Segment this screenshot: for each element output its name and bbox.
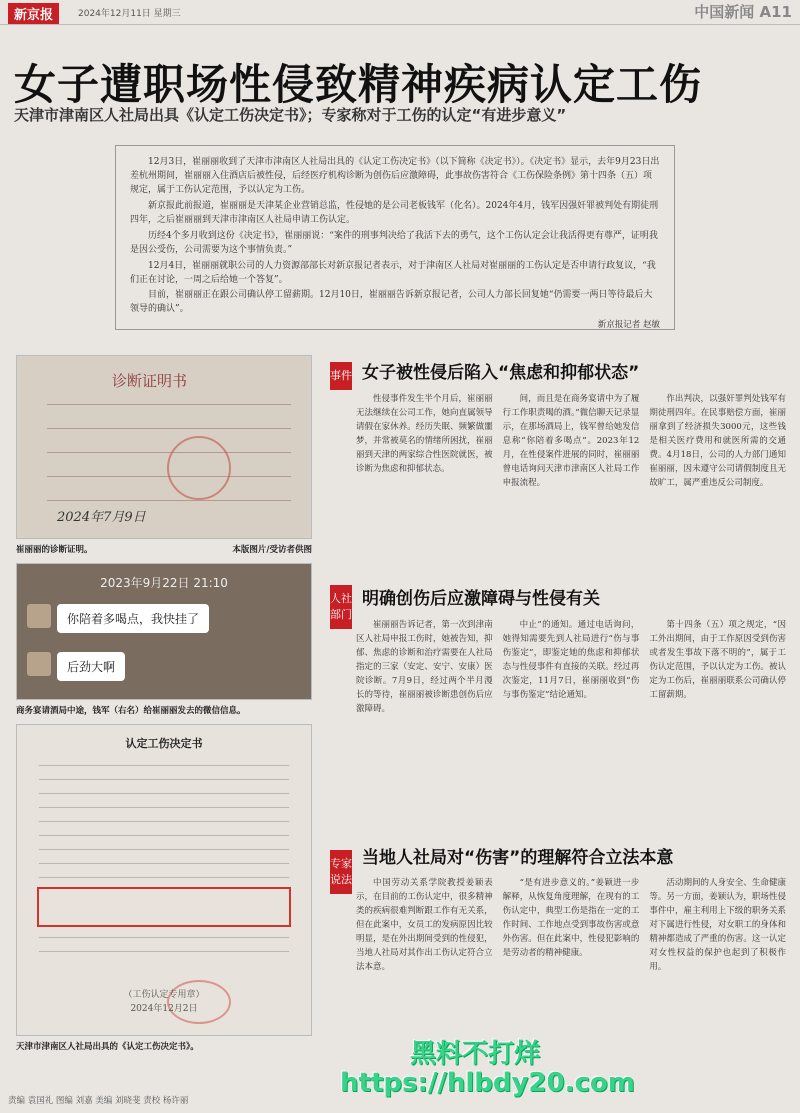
text-line <box>39 937 289 938</box>
article-column: 作出判决，以强奸罪判处钱军有期徒刑四年。在民事赔偿方面，崔丽丽拿到了经济损失3000元，这些钱是相关医疗费用和就医所需的交通费。4月18日，公司的人力部门通知崔丽丽，因未遵守公司请假制度且无故旷工，属严重违反公司制度。 <box>649 394 787 489</box>
lead-paragraph: 12月4日，崔丽丽就职公司的人力资源部部长对新京报记者表示，对于津南区人社局对崔丽丽的工伤认定是否申请行政复议，“我们正在讨论，一周之后给她一个答复”。 <box>130 260 656 285</box>
seal-text: （工伤认定专用章） <box>123 990 205 1000</box>
highlight-box <box>37 887 291 927</box>
decision-caption-row <box>16 1040 312 1052</box>
chat-timestamp: 2023年9月22日 21:10 <box>100 576 228 590</box>
masthead <box>0 0 800 25</box>
article-column: “是有进步意义的。”姜颖进一步解释，从恢复角度理解，在现有的工伤认定中，典型工伤是指在一定的工作时间、工作地点受到事故伤害或意外伤害。但在此案中，性侵犯影响的是劳动者的精神健康。 <box>502 878 640 959</box>
text-line <box>39 835 289 836</box>
form-line <box>47 500 291 501</box>
photo-caption: 商务宴请酒局中途，钱军（右名）给崔丽丽发去的微信信息。 <box>16 706 246 716</box>
chat-bubble: 后劲大啊 <box>57 652 125 681</box>
lead-paragraph: 历经4个多月收到这份《决定书》，崔丽丽说：“案件的刑事判决给了我活下去的勇气，这个工伤认定会让我活得更有尊严，证明我是因公受伤，公司需要为这个事情负责。” <box>130 230 658 255</box>
section-tag: 事件 <box>330 362 352 390</box>
watermark-line: 黑料不打烊 <box>410 1039 541 1069</box>
section-heading: 当地人社局对“伤害”的理解符合立法本意 <box>362 848 674 868</box>
chat-caption-row <box>16 704 312 716</box>
text-line <box>39 793 289 794</box>
chat-bubble: 你陪着多喝点，我快挂了 <box>57 604 209 633</box>
text-line <box>39 863 289 864</box>
diagnosis-title: 诊断证明书 <box>112 372 188 390</box>
form-line <box>47 452 291 453</box>
lead-paragraph: 12月3日，崔丽丽收到了天津市津南区人社局出具的《认定工伤决定书》（以下简称《决定书》）。《决定书》显示，去年9月23日出差杭州期间，崔丽丽入住酒店后被性侵，后经医疗机构诊断为创伤后应激障碍，此事故伤害符合《工伤保险条例》第十四条（五）项规定，属于工伤认定范围，予以认定为工伤。 <box>130 157 660 195</box>
text-line <box>39 877 289 878</box>
photo-column <box>16 355 312 1060</box>
article-column: 活动期间的人身安全、生命健康等。另一方面，姜颖认为，职场性侵事件中，雇主利用上下级的职务关系对下属进行性侵，对女职工的身体和精神都造成了严重的伤害。这一认定对女性权益的保护也起到了积极作用。 <box>649 878 787 973</box>
article-column: 中止”的通知。通过电话询问，她得知需要先到人社局进行“伤与事伤鉴定”，即鉴定她的焦虑和抑郁状态与性侵事件有直接的关联。经过再次鉴定，11月7日，崔丽丽收到“伤与事伤鉴定”结论通知。 <box>502 620 640 701</box>
watermark-url: https://hlbdy20.com <box>340 1067 635 1098</box>
lead-paragraph: 目前，崔丽丽正在跟公司确认停工留薪期。12月10日，崔丽丽告诉新京报记者，公司人力部长回复她“仍需要一两日等待最后大领导的确认”。 <box>130 290 653 315</box>
article-column: 间，而且是在商务宴请中为了履行工作职责喝的酒。”微信聊天记录显示，在那场酒局上，钱军曾给她发信息称“你陪着多喝点”。2023年12月，在性侵案件进展的同时，崔丽丽曾电话询问天津市津南区人社局工作申报流程。 <box>502 394 640 489</box>
form-line <box>47 404 291 405</box>
article-column: 中国劳动关系学院教授姜颖表示，在目前的工伤认定中，很多精神类的疾病很难判断跟工作有无关系，但在此案中，女员工的发病原因比较明显，是在外出期间受到的性侵犯，当地人社局对其作出工伤认定符合立法本意。 <box>356 878 493 973</box>
avatar <box>27 604 51 628</box>
wechat-screenshot <box>16 563 312 700</box>
text-line <box>39 779 289 780</box>
decision-document-photo <box>16 724 312 1036</box>
diagnosis-caption-row <box>16 543 312 555</box>
text-line <box>39 951 289 952</box>
newspaper-logo: 新京报 <box>8 3 59 24</box>
article-column: 第十四条（五）项之规定，“因工外出期间，由于工作原因受到伤害或者发生事故下落不明的”，属于工伤认定范围，予以认定为工伤。被认定为工伤后，崔丽丽联系公司确认停工留薪期。 <box>649 620 787 701</box>
watermark <box>340 1040 635 1097</box>
lead-paragraph: 新京报此前报道，崔丽丽是天津某企业营销总监，性侵她的是公司老板钱军（化名）。2024年4月，钱军因强奸罪被判处有期徒刑四年，之后崔丽丽到天津市津南区人社局申请工伤认定。 <box>130 200 659 225</box>
issue-date: 2024年12月11日 星期三 <box>78 9 181 19</box>
article-column: 性侵事件发生半个月后，崔丽丽无法继续在公司工作，她向直属领导请假在家休养。经历失眠、频繁做噩梦，并常被莫名的情绪所困扰，崔丽丽到天津的两家综合性医院就医，被诊断为焦虑和抑郁状态。 <box>356 394 493 475</box>
section-heading: 女子被性侵后陷入“焦虑和抑郁状态” <box>362 363 640 383</box>
decision-title: 认定工伤决定书 <box>125 737 203 750</box>
diagnosis-date: 2024年7月9日 <box>57 510 146 525</box>
seal-date: 2024年12月2日 <box>130 1004 198 1014</box>
section-heading: 明确创伤后应激障碍与性侵有关 <box>362 589 600 609</box>
text-line <box>39 807 289 808</box>
photo-caption: 崔丽丽的诊断证明。 <box>16 545 93 555</box>
form-line <box>47 428 291 429</box>
photo-caption: 天津市津南区人社局出具的《认定工伤决定书》。 <box>16 1042 199 1052</box>
byline: 新京报记者 赵敏 <box>597 320 660 331</box>
text-line <box>39 765 289 766</box>
text-line <box>39 849 289 850</box>
diagnosis-photo <box>16 355 312 539</box>
section-tag: 专家说法 <box>330 850 352 894</box>
avatar <box>27 652 51 676</box>
section-tag: 人社部门 <box>330 585 352 629</box>
article-column: 崔丽丽告诉记者，第一次到津南区人社局申报工伤时，她被告知，抑郁、焦虑的诊断和治疗需要在人社局指定的三家（安定、安宁、安康）医院诊断。7月9日，经过两个半月漫长的等待，崔丽丽被诊断患创伤后应激障碍。 <box>356 620 493 715</box>
page-title: 女子遭职场性侵致精神疾病认定工伤 <box>14 60 703 109</box>
article-columns <box>356 392 786 490</box>
text-line <box>39 821 289 822</box>
photo-credit: 本版图片/受访者供图 <box>232 545 312 555</box>
section-label: 中国新闻 A11 <box>694 3 792 21</box>
subheadline: 天津市津南区人社局出具《认定工伤决定书》；专家称对于工伤的认定“有进步意义” <box>14 106 567 124</box>
editor-credits: 责编 袁国礼 图编 刘嘉 美编 刘晓斐 责校 杨许丽 <box>8 1096 189 1106</box>
article-columns <box>356 876 786 974</box>
lead-summary-box <box>115 145 675 330</box>
article-columns <box>356 618 786 716</box>
hospital-stamp <box>167 436 231 500</box>
